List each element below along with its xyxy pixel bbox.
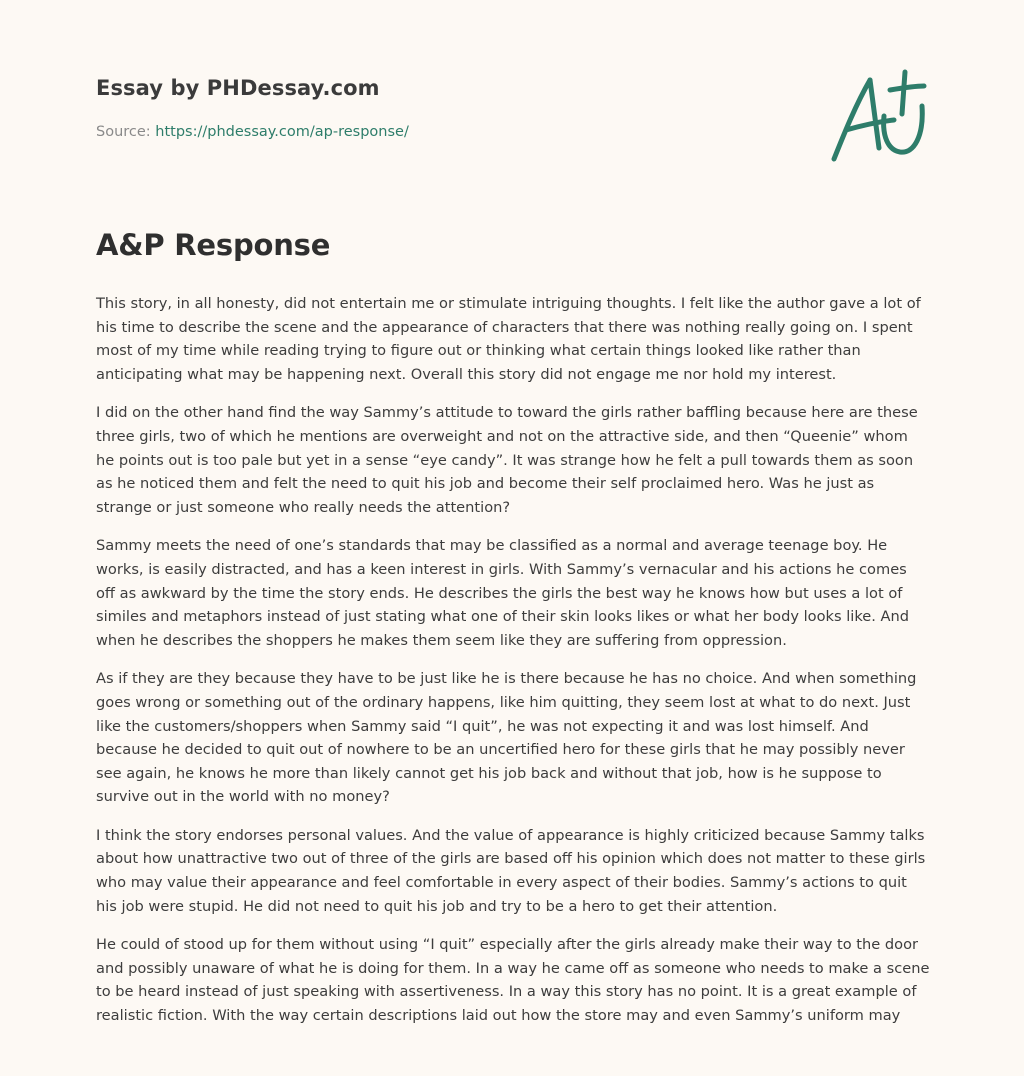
essay-body bbox=[96, 292, 930, 1028]
essay-paragraph: This story, in all honesty, did not entertain me or stimulate intriguing thoughts. I felt like the author gave a lot of his time to describe the scene and the appearance of characters that there was nothing really going on. I spent most of my time while reading trying to figure out or thinking what certain things looked like rather than anticipating what may be happening next. Overall this story did not engage me nor hold my interest. bbox=[96, 295, 921, 383]
essay-paragraph: I did on the other hand find the way Sammy’s attitude to toward the girls rather baffling because here are these three girls, two of which he mentions are overweight and not on the attractive side, and then “Queenie” whom he points out is too pale but yet in a sense “eye candy”. It was strange how he felt a pull towards them as soon as he noticed them and felt the need to quit his job and become their self proclaimed hero. Was he just as strange or just someone who really needs the attention? bbox=[96, 404, 918, 516]
source-line bbox=[96, 124, 409, 140]
essay-paragraph: He could of stood up for them without using “I quit” especially after the girls already make their way to the door and possibly unaware of what he is doing for them. In a way he came off as someone who needs to make a scene to be heard instead of just speaking with assertiveness. In a way this story has no point. It is a great example of realistic fiction. With the way certain descriptions laid out how the store may and even Sammy’s uniform may bbox=[96, 936, 930, 1025]
source-link[interactable]: https://phdessay.com/ap-response/ bbox=[155, 124, 409, 140]
essay-title: A&P Response bbox=[96, 228, 331, 262]
source-label: Source: bbox=[96, 124, 151, 140]
page-header bbox=[96, 0, 930, 190]
a-plus-logo-icon bbox=[826, 66, 930, 166]
site-title: Essay by PHDessay.com bbox=[96, 76, 380, 100]
essay-paragraph: I think the story endorses personal values. And the value of appearance is highly criticized because Sammy talks about how unattractive two out of three of the girls are based off his opinion which does not matter to these girls who may value their appearance and feel comfortable in every aspect of their bodies. Sammy’s actions to quit his job were stupid. He did not need to quit his job and try to be a hero to get their attention. bbox=[96, 826, 926, 915]
essay-paragraph: As if they are they because they have to be just like he is there because he has no choice. And when something goes wrong or something out of the ordinary happens, like him quitting, they seem lost at what to do next. Just like the customers/shoppers when Sammy said “I quit”, he was not expecting it and was lost himself. And because he decided to quit out of nowhere to be an uncertified hero for these girls that he may possibly never see again, he knows he more than likely cannot get his job back and without that job, how is he suppose to survive out in the world with no money? bbox=[96, 670, 917, 806]
essay-paragraph: Sammy meets the need of one’s standards that may be classified as a normal and average teenage boy. He works, is easily distracted, and has a keen interest in girls. With Sammy’s vernacular and his actions he comes off as awkward by the time the story ends. He describes the girls the best way he knows how but uses a lot of similes and metaphors instead of just stating what one of their skin looks likes or what her body looks like. And when he describes the shoppers he makes them seem like they are suffering from oppression. bbox=[96, 537, 910, 649]
